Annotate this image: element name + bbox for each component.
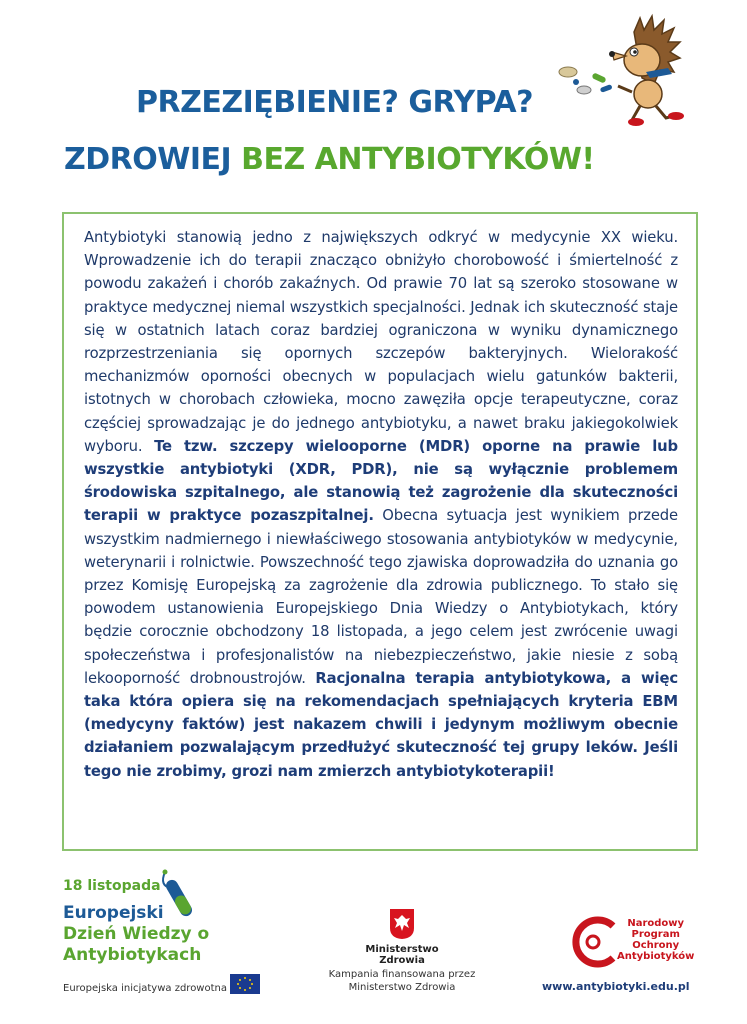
- npo-line-3: Ochrony: [632, 940, 680, 951]
- campaign-line-1: Kampania finansowana przez: [328, 969, 476, 980]
- eu-initiative-text: Europejska inicjatywa zdrowotna: [63, 983, 227, 994]
- campaign-line-2: Ministerstwo Zdrowia: [348, 982, 456, 993]
- event-name-line-2: Dzień Wiedzy o: [63, 924, 210, 944]
- polish-eagle-crest-icon: [389, 908, 415, 940]
- event-date: 18 listopada: [63, 878, 161, 894]
- npo-line-2: Program: [631, 929, 680, 940]
- body-paragraph-2: Obecna sytuacja jest wynikiem przede wszystkim nadmiernego i niewłaściwego stosowania antybiotyków w medycynie, weterynarii i rolnictwie. Powszechność tego zjawiska doprowadziła do uznania go przez Komisję Europejską za zagrożenie dla zdrowia publicznego. To stało się powodem ustanowienia Europejskiego Dnia Wiedzy o Antybiotykach, który będzie corocznie obchodzony 18 listopada, a jego celem jest zwrócenie uwagi społeczeństwa i profesjonalistów na niebezpieczeństwo, jakie niesie z sobą lekooporność drobnoustrojów.: [84, 507, 678, 687]
- body-text: [84, 226, 678, 783]
- body-bold-2: Racjonalna terapia antybiotykowa, a więc taka która opiera się na rekomendacjach spełniających kryteria EBM (medycyny faktów) jest nakazem chwili i jedynym możliwym obecnie działaniem pozwalającym przedłużyć skuteczność tej grupy leków. Jeśli tego nie zrobimy, grozi nam zmierzch antybiotykoterapii!: [84, 669, 678, 780]
- npo-line-4: Antybiotyków: [617, 951, 695, 962]
- event-name-line-3: Antybiotykach: [63, 945, 202, 965]
- body-bold-1: Te tzw. szczepy wielooporne (MDR) oporne na prawie lub wszystkie antybiotyki (XDR, PDR), nie są wyłącznie problemem środowiska szpitalnego, ale stanowią też zagrożenie dla skuteczności terapii w praktyce pozaszpitalnej.: [84, 437, 678, 525]
- eu-flag-icon: [230, 974, 260, 994]
- npo-line-1: Narodowy: [627, 918, 685, 929]
- title-line-2-part-2: BEZ ANTYBIOTYKÓW!: [241, 142, 595, 177]
- campaign-text: [318, 968, 486, 994]
- title-line-2-part-1: ZDROWIEJ: [64, 142, 242, 177]
- event-name: [63, 903, 209, 966]
- website-link[interactable]: www.antybiotyki.edu.pl: [542, 980, 690, 993]
- npo-text: [617, 918, 694, 962]
- title-line-1: PRZEZIĘBIENIE? GRYPA?: [136, 85, 534, 120]
- title-line-2: [64, 142, 595, 177]
- event-name-line-1: Europejski: [63, 903, 164, 923]
- hedgehog-mascot-icon: [556, 12, 692, 130]
- ministry-name: Ministerstwo Zdrowia: [365, 944, 439, 966]
- body-paragraph-1: Antybiotyki stanowią jedno z największych odkryć w medycynie XX wieku. Wprowadzenie ich do terapii znacząco obniżyło chorobowość i śmiertelność z powodu zakażeń i chorób zakaźnych. Od prawie 70 lat są szeroko stosowane w praktyce medycznej niemal wszystkich specjalności. Jednak ich skuteczność staje się w ostatnich latach coraz bardziej ograniczona w wyniku dynamicznego rozprzestrzeniania się opornych szczepów bakteryjnych. Wielorakość mechanizmów oporności obecnych w populacjach wielu gatunków bakterii, istotnych w chorobach człowieka, mocno zawęziła opcje terapeutyczne, coraz częściej sprowadzając je do jednego antybiotyku, a nawet braku jakiegokolwiek wyboru.: [84, 229, 678, 455]
